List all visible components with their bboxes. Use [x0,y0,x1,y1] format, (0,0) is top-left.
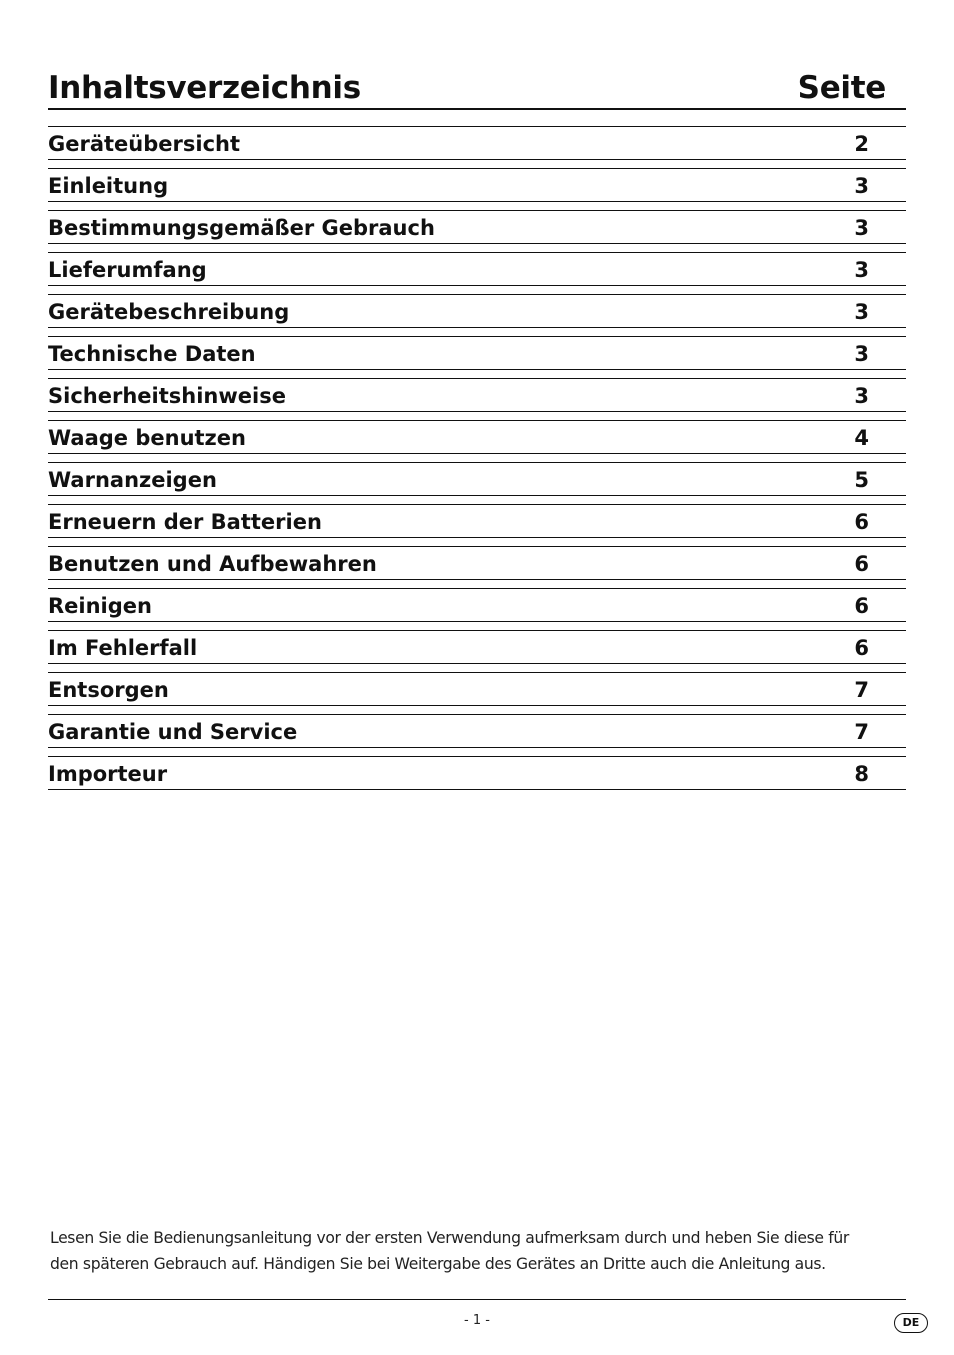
toc-row[interactable] [48,672,906,706]
toc-entry-label: Lieferumfang [48,258,207,282]
toc-entry-label: Garantie und Service [48,720,298,744]
language-badge: DE [894,1313,928,1333]
toc-row[interactable] [48,210,906,244]
notice-line-1: Lesen Sie die Bedienungsanleitung vor der ersten Verwendung aufmerksam durch und heben Sie diese für [50,1229,849,1247]
toc-entry-label: Technische Daten [48,342,256,366]
toc-entry-label: Entsorgen [48,678,169,702]
toc-entry-page: 6 [854,552,869,576]
toc-row[interactable] [48,546,906,580]
page-title: Inhaltsverzeichnis [48,70,361,106]
toc-entry-label: Waage benutzen [48,426,246,450]
toc-row[interactable] [48,252,906,286]
page-column-heading: Seite [797,70,886,106]
toc-row[interactable] [48,462,906,496]
toc-row[interactable] [48,420,906,454]
toc-entry-page: 3 [854,300,869,324]
toc-entry-label: Bestimmungsgemäßer Gebrauch [48,216,435,240]
table-of-contents [48,126,906,798]
toc-entry-page: 3 [854,216,869,240]
toc-row[interactable] [48,168,906,202]
footer-divider [48,1299,906,1300]
toc-entry-label: Reinigen [48,594,152,618]
toc-row[interactable] [48,294,906,328]
toc-row[interactable] [48,756,906,790]
usage-notice [50,1225,906,1277]
page-number: - 1 - [464,1313,490,1328]
notice-line-2: den späteren Gebrauch auf. Händigen Sie bei Weitergabe des Gerätes an Dritte auch die Anleitung aus. [50,1255,826,1273]
toc-entry-page: 7 [854,678,869,702]
toc-entry-page: 3 [854,342,869,366]
toc-entry-label: Einleitung [48,174,169,198]
toc-header [48,68,906,110]
toc-row[interactable] [48,714,906,748]
toc-row[interactable] [48,588,906,622]
toc-entry-page: 3 [854,258,869,282]
toc-entry-label: Sicherheitshinweise [48,384,286,408]
toc-entry-label: Benutzen und Aufbewahren [48,552,377,576]
toc-entry-label: Geräteübersicht [48,132,241,156]
toc-row[interactable] [48,126,906,160]
toc-entry-page: 8 [854,762,869,786]
toc-entry-label: Im Fehlerfall [48,636,198,660]
toc-entry-page: 6 [854,510,869,534]
toc-entry-page: 6 [854,594,869,618]
toc-entry-label: Erneuern der Batterien [48,510,322,534]
toc-entry-page: 5 [854,468,869,492]
toc-entry-page: 4 [854,426,869,450]
toc-entry-page: 2 [854,132,869,156]
toc-row[interactable] [48,630,906,664]
toc-row[interactable] [48,378,906,412]
toc-row[interactable] [48,504,906,538]
toc-entry-page: 7 [854,720,869,744]
toc-entry-label: Importeur [48,762,168,786]
toc-entry-page: 6 [854,636,869,660]
toc-entry-page: 3 [854,384,869,408]
toc-entry-label: Warnanzeigen [48,468,217,492]
toc-entry-label: Gerätebeschreibung [48,300,290,324]
toc-row[interactable] [48,336,906,370]
toc-entry-page: 3 [854,174,869,198]
